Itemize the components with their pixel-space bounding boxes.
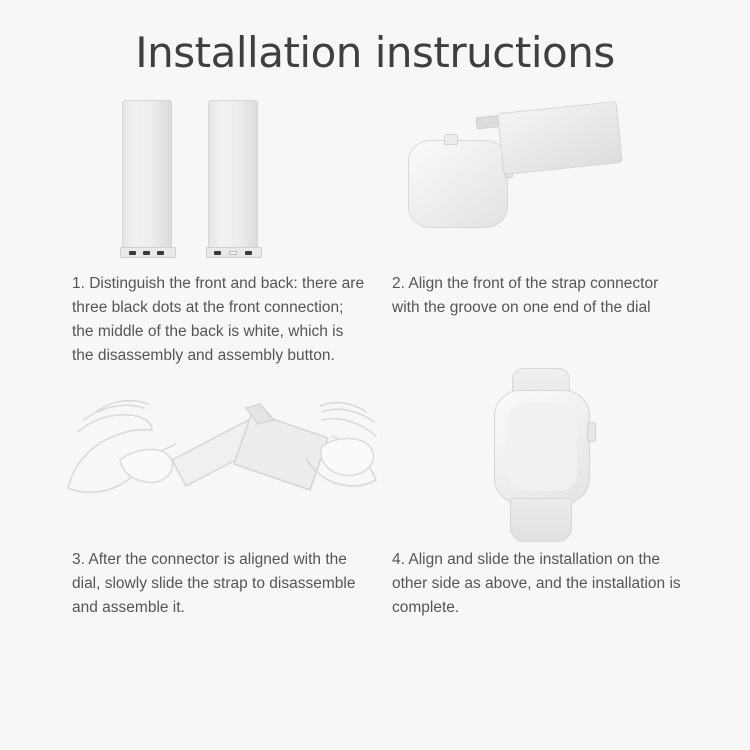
- black-dot-icon: [129, 251, 136, 255]
- watch-connector-body: [234, 412, 328, 490]
- step-3-figure: [60, 368, 380, 548]
- step-3-caption: 3. After the connector is aligned with the dial, slowly slide the strap to disassemble and assemble it.: [72, 551, 356, 616]
- strap-back-side: [208, 100, 258, 250]
- strap-front-side: [122, 100, 172, 250]
- black-dot-icon: [214, 251, 221, 255]
- step-4-caption: 4. Align and slide the installation on the other side as above, and the installation is complete.: [392, 551, 681, 616]
- step-2-figure: [380, 92, 700, 272]
- step-1: [60, 92, 380, 368]
- step-4: [380, 368, 700, 620]
- black-dot-icon: [157, 251, 164, 255]
- black-dot-icon: [143, 251, 150, 255]
- watch-groove-icon: [444, 134, 458, 145]
- black-dot-icon: [245, 251, 252, 255]
- step-1-caption: 1. Distinguish the front and back: there are three black dots at the front connection; the middle of the back is white, which is the disassembly and assembly button.: [72, 275, 365, 364]
- step-4-figure: [380, 368, 700, 548]
- hands-sliding-illustration: [60, 368, 380, 548]
- step-1-figure: [60, 92, 380, 272]
- step-3: [60, 368, 380, 620]
- strap-back-base: [206, 247, 262, 258]
- watch-case: [494, 390, 590, 504]
- steps-grid: [60, 92, 700, 620]
- watch-case-illustration: [408, 140, 508, 228]
- left-thumb: [120, 449, 172, 482]
- page-title: Installation instructions: [135, 28, 615, 77]
- watch-screen: [507, 403, 577, 491]
- step-2: [380, 92, 700, 368]
- watch-band-bottom: [510, 498, 572, 542]
- watch-crown-icon: [587, 422, 596, 442]
- strap-front-base: [120, 247, 176, 258]
- watch-strap-illustration: [497, 101, 623, 175]
- step-2-caption: 2. Align the front of the strap connector with the groove on one end of the dial: [392, 275, 659, 316]
- white-release-button-icon: [229, 251, 237, 255]
- right-thumb: [321, 439, 374, 476]
